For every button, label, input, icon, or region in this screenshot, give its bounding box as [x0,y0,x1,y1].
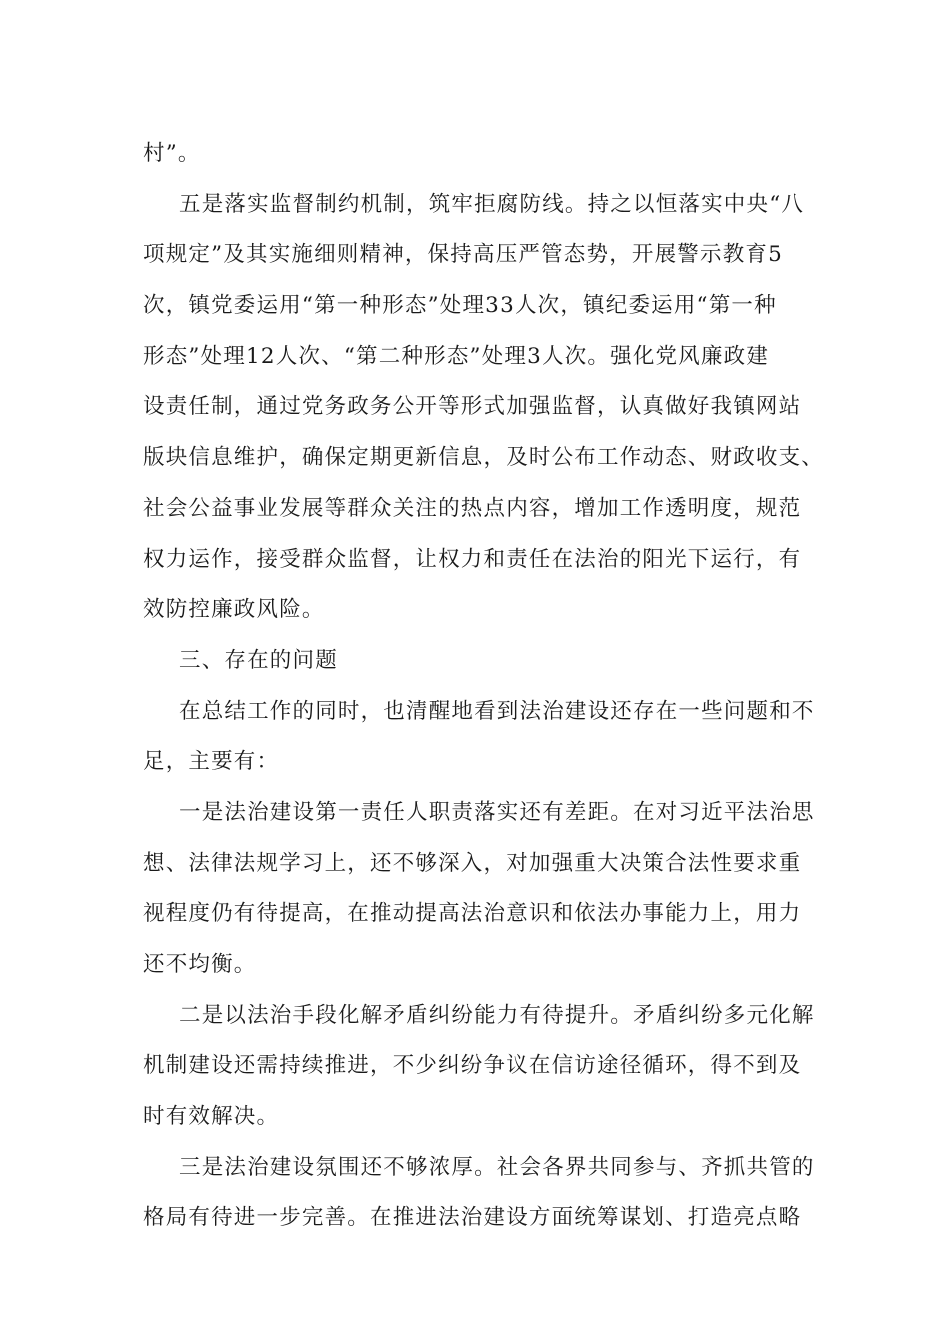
text-line: 设责任制，通过党务政务公开等形式加强监督，认真做好我镇网站 [143,394,802,420]
text-line: 足，主要有： [143,749,280,775]
text-line: 村”。 [143,141,201,166]
text-line: 形态”处理12人次、“第二种形态”处理3人次。强化党风廉政建 [143,343,770,369]
text-line: 时有效解决。 [143,1104,280,1130]
text-line: 版块信息维护，确保定期更新信息，及时公布工作动态、财政收支、 [143,445,825,471]
paragraph-start-line: 五是落实监督制约机制，筑牢拒腐防线。持之以恒落实中央“八 [179,191,805,217]
text-line: 视程度仍有待提高，在推动提高法治意识和依法办事能力上，用力 [143,901,802,927]
text-line: 想、法律法规学习上，还不够深入，对加强重大决策合法性要求重 [143,850,802,876]
text-line: 次，镇党委运用“第一种形态”处理33人次，镇纪委运用“第一种 [143,293,777,319]
paragraph-start-line: 一是法治建设第一责任人职责落实还有差距。在对习近平法治思 [179,799,815,825]
text-line: 机制建设还需持续推进，不少纠纷争议在信访途径循环，得不到及 [143,1053,802,1079]
text-line: 还不均衡。 [143,952,257,977]
paragraph-start-line: 二是以法治手段化解矛盾纠纷能力有待提升。矛盾纠纷多元化解 [179,1002,815,1028]
text-line: 社会公益事业发展等群众关注的热点内容，增加工作透明度，规范 [143,495,802,521]
paragraph-start-line: 在总结工作的同时，也清醒地看到法治建设还存在一些问题和不 [179,698,815,724]
text-line: 格局有待进一步完善。在推进法治建设方面统筹谋划、打造亮点略 [143,1205,802,1231]
paragraph-start-line: 三是法治建设氛围还不够浓厚。社会各界共同参与、齐抓共管的 [179,1154,815,1180]
text-line: 效防控廉政风险。 [143,597,325,623]
text-line: 项规定”及其实施细则精神，保持高压严管态势，开展警示教育5 [143,242,783,268]
section-heading: 三、存在的问题 [179,647,338,673]
text-line: 权力运作，接受群众监督，让权力和责任在法治的阳光下运行，有 [143,546,802,572]
document-body [143,129,827,1244]
